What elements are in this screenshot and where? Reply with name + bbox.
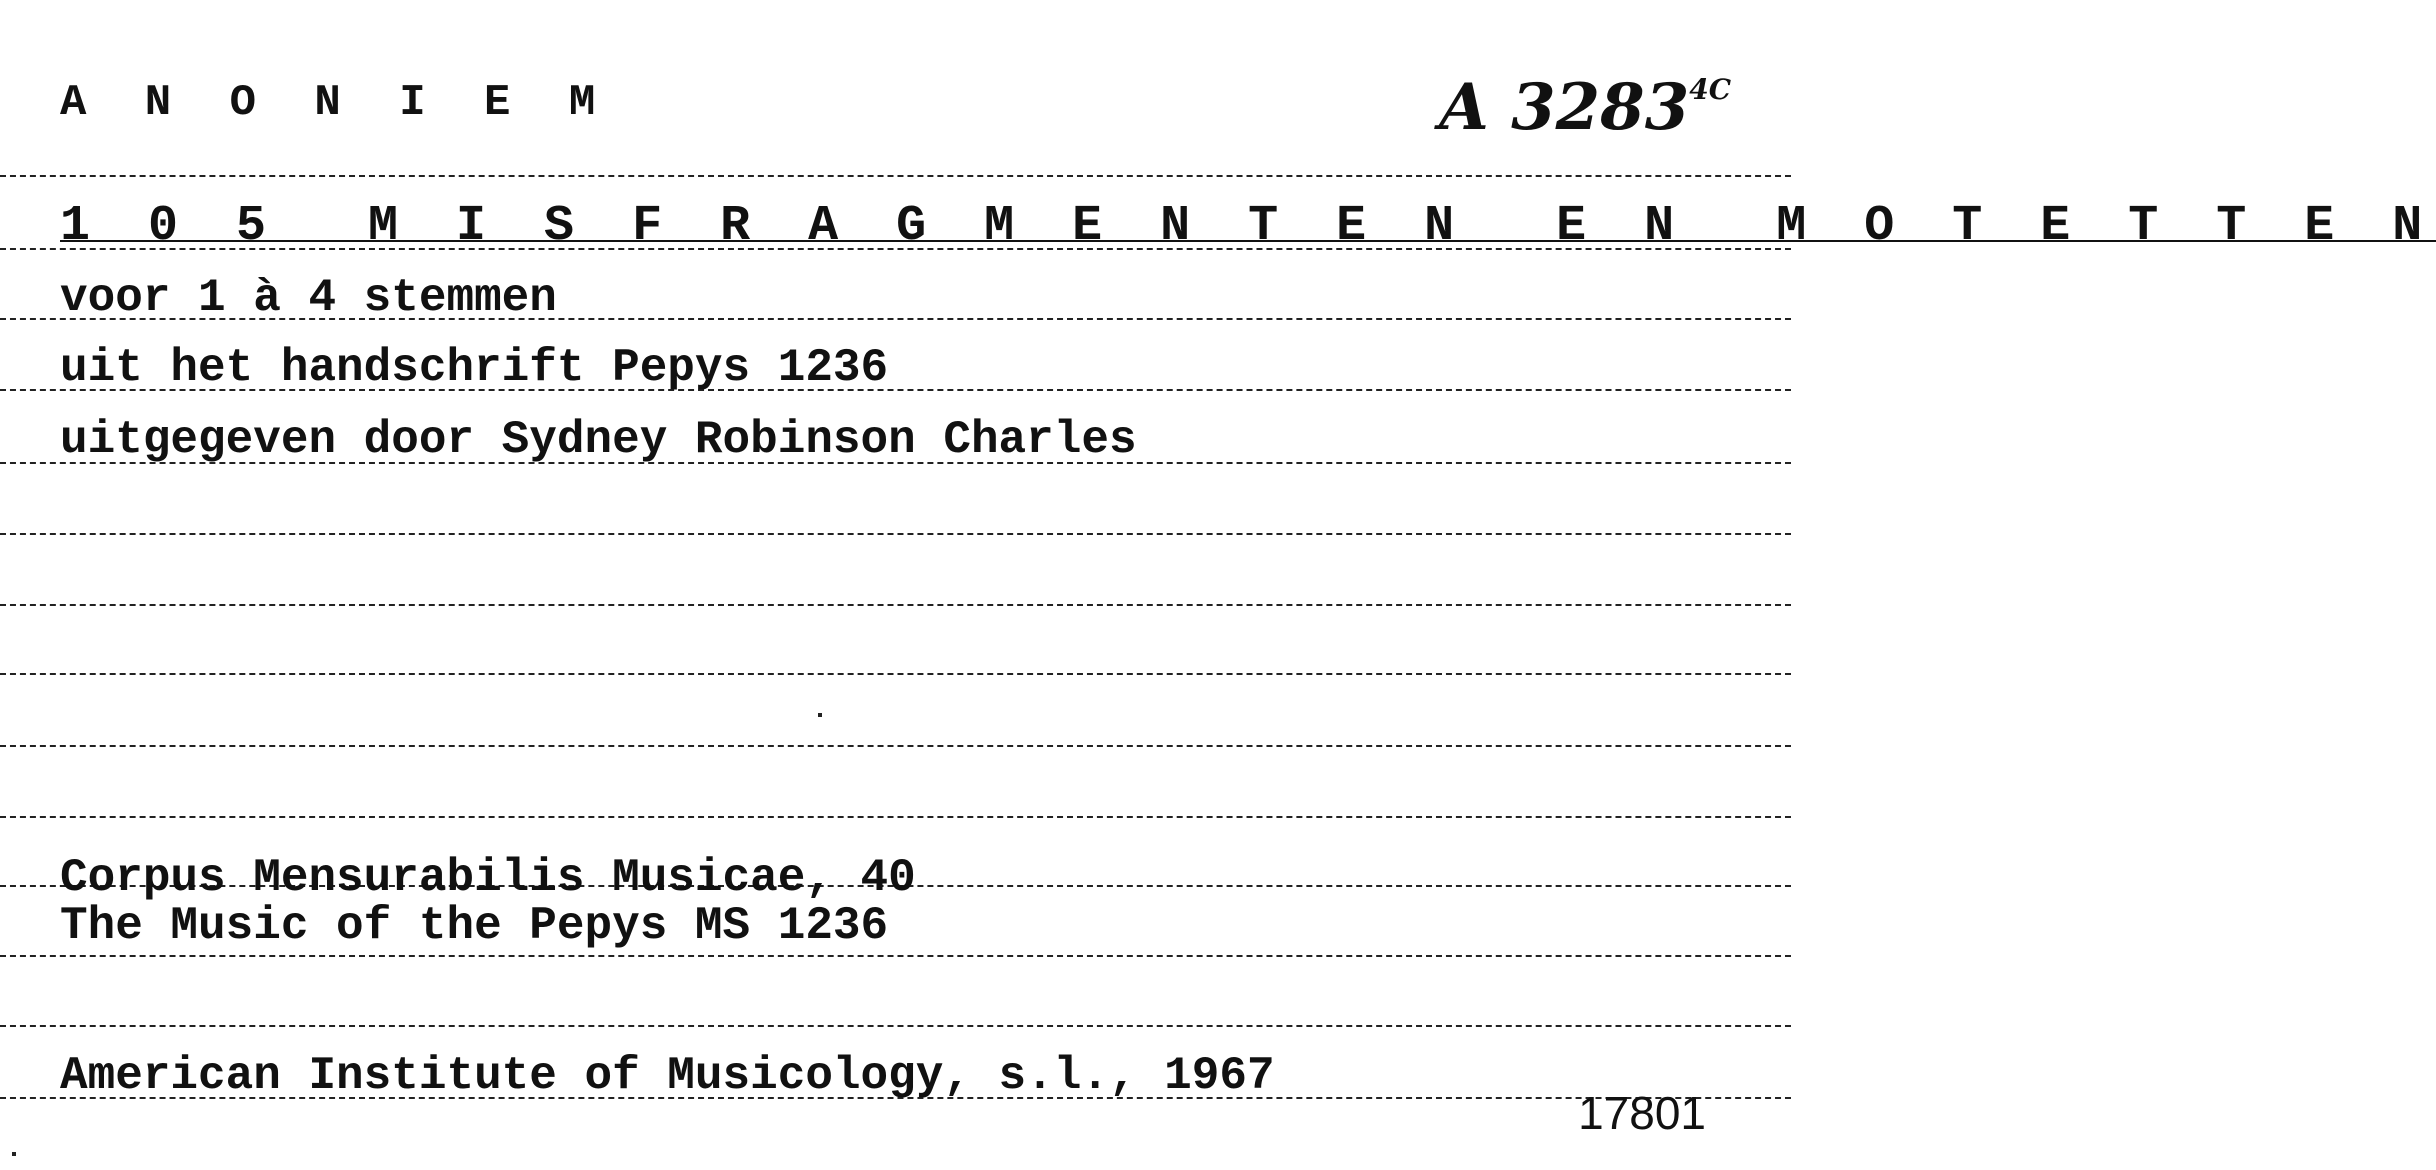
- source-line: uit het handschrift Pepys 1236: [60, 342, 889, 394]
- ruled-line: [0, 533, 1791, 535]
- editor-line: uitgegeven door Sydney Robinson Charles: [60, 414, 1137, 466]
- publisher-line: American Institute of Musicology, s.l., 1967: [60, 1050, 1275, 1102]
- series-title-line: The Music of the Pepys MS 1236: [60, 900, 889, 952]
- ruled-line: [0, 175, 1791, 177]
- ruled-line: [0, 673, 1791, 675]
- subtitle-voices: voor 1 à 4 stemmen: [60, 272, 557, 324]
- series-line: Corpus Mensurabilis Musicae, 40: [60, 852, 916, 904]
- ruled-line: [0, 745, 1791, 747]
- ruled-line: [0, 816, 1791, 818]
- ruled-line: [0, 1025, 1791, 1027]
- accession-number: 17801: [1578, 1087, 1706, 1139]
- title-main: 1 0 5 M I S F R A G M E N T E N E N M O T E T T E N: [60, 198, 2436, 255]
- ruled-line: [0, 955, 1791, 957]
- stray-mark: [12, 1152, 16, 1156]
- shelfmark-superscript: 4C: [1689, 73, 1731, 106]
- ruled-line: [0, 604, 1791, 606]
- shelfmark-number: A 3283: [1439, 70, 1690, 145]
- shelfmark: [1439, 70, 1731, 145]
- stray-mark: [818, 713, 822, 717]
- author-heading: A N O N I E M: [60, 78, 612, 128]
